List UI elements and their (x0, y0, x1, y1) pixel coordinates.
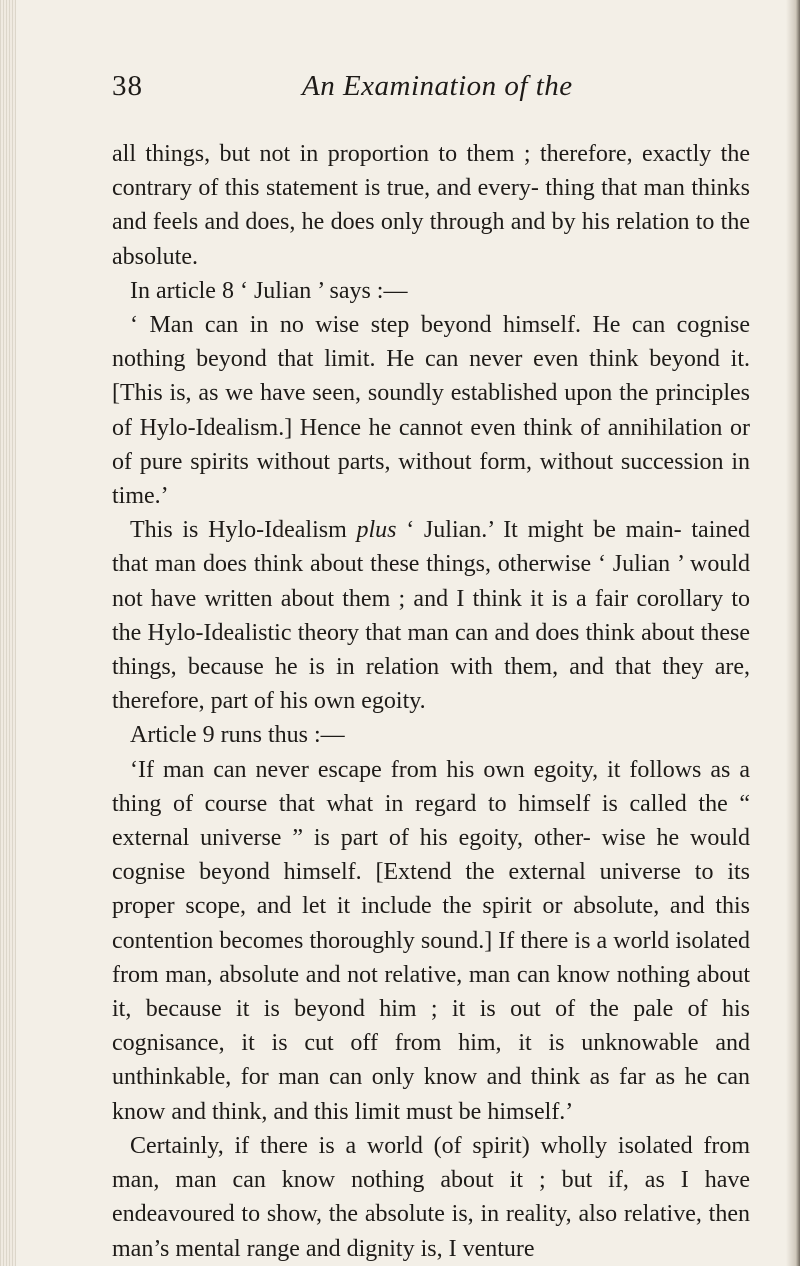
page-number: 38 (112, 70, 143, 102)
paragraph-2: In article 8 ‘ Julian ’ says :— (130, 277, 408, 304)
page-gutter-left (0, 0, 16, 1266)
running-title: An Examination of the (302, 70, 573, 102)
paragraph-4-before: This is Hylo-Idealism (130, 517, 357, 544)
body-text (112, 137, 750, 1266)
paragraph-4-emphasis: plus (356, 517, 397, 544)
paragraph-6-quote: ‘If man can never escape from his own egoity, it follows as a thing of course that what in regard to himself is called the “ external universe ” is part of his egoity, other- wise he would cognise beyond himself. [Extend the external universe to its proper scope, and let it include the spirit or absolute, and this contention becomes thoroughly sound.] If there is a world isolated from man, absolute and not relative, man can know nothing about it, because it is beyond him ; it is out of the pale of his cognisance, it is cut off from him, it is unknowable and unthinkable, for man can only know and think as far as he can know and think, and this limit must be himself.’ (112, 756, 750, 1125)
book-page (112, 70, 750, 1266)
paragraph-7: Certainly, if there is a world (of spirit) wholly isolated from man, man can know nothing about it ; but if, as I have endeavoured to show, the absolute is, in reality, also relative, then man’s mental range and dignity is, I venture (112, 1132, 750, 1262)
running-header (112, 70, 750, 114)
page-edge-right (786, 0, 800, 1266)
paragraph-4 (112, 513, 750, 718)
paragraph-1: all things, but not in proportion to them ; therefore, exactly the contrary of this statement is true, and every- thing that man thinks and feels and does, he does only through and by his relation to the absolute. (112, 141, 750, 270)
paragraph-3-quote: ‘ Man can in no wise step beyond himself. He can cognise nothing beyond that limit. He can never even think beyond it. [This is, as we have seen, soundly established upon the principles of Hylo-Idealism.] Hence he cannot even think of annihilation or of pure spirits without parts, without form, without succession in time.’ (112, 312, 750, 510)
paragraph-5: Article 9 runs thus :— (130, 722, 345, 749)
paragraph-4-after: ‘ Julian.’ It might be main- tained that man does think about these things, otherwise ‘ Julian ’ would not have written about them ; and I think it is a fair corollary to the Hylo-Idealistic theory that man can and does think about these things, because he is in relation with them, and that they are, therefore, part of his own egoity. (112, 517, 751, 715)
